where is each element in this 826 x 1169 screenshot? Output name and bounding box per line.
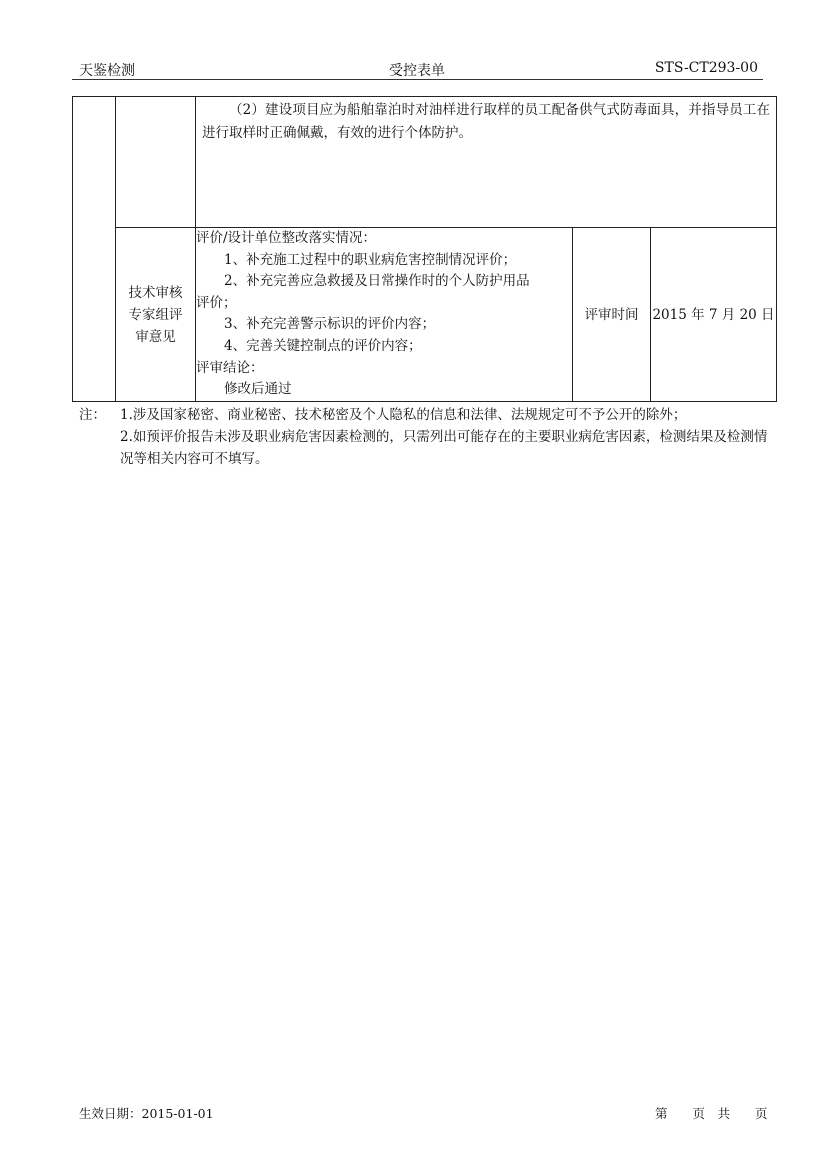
rectification-item: 评价； bbox=[196, 294, 237, 311]
table-row bbox=[73, 97, 777, 228]
table-row bbox=[73, 228, 777, 402]
measure-cell bbox=[196, 97, 777, 228]
rectification-title: 评价/设计单位整改落实情况： bbox=[196, 230, 377, 246]
sub-category-cell bbox=[116, 97, 196, 228]
review-table bbox=[72, 96, 777, 402]
footer-effective-date: 生效日期：2015-01-01 bbox=[79, 1106, 214, 1121]
notes bbox=[79, 404, 779, 470]
footer-page-number: 第 页 共 页 bbox=[655, 1106, 768, 1121]
review-time-label: 评审时间 bbox=[584, 306, 639, 323]
review-date-cell bbox=[651, 228, 777, 402]
notes-label: 注： bbox=[79, 407, 106, 423]
header-rule bbox=[72, 79, 763, 80]
rectification-cell bbox=[196, 228, 573, 402]
note-2: 2.如预评价报告未涉及职业病危害因素检测的，只需列出可能存在的主要职业病危害因素，检测结果及检测情况等相关内容可不填写。 bbox=[120, 429, 768, 467]
review-label-cell bbox=[116, 228, 196, 402]
header-doc-code: STS-CT293-00 bbox=[654, 60, 758, 76]
rectification-item: 2、补充完善应急救援及日常操作时的个人防护用品 bbox=[224, 273, 530, 290]
conclusion-value: 修改后通过 bbox=[224, 381, 292, 398]
review-time-label-cell bbox=[573, 228, 651, 402]
measure-item-2: （2）建设项目应为船舶靠泊时对油样进行取样的员工配备供气式防毒面具，并指导员工在进行取样时正确佩戴，有效的进行个体防护。 bbox=[202, 102, 771, 141]
review-date: 2015 年 7 月 20 日 bbox=[652, 306, 775, 323]
rectification-item: 4、完善关键控制点的评价内容； bbox=[224, 337, 422, 354]
rectification-item: 3、补充完善警示标识的评价内容； bbox=[224, 316, 436, 333]
rectification-item: 1、补充施工过程中的职业病危害控制情况评价； bbox=[224, 251, 517, 268]
note-1: 1.涉及国家秘密、商业秘密、技术秘密及个人隐私的信息和法律、法规规定可不予公开的除外； bbox=[120, 407, 687, 423]
header-company: 天鉴检测 bbox=[79, 63, 135, 79]
outer-category-cell bbox=[73, 97, 116, 402]
conclusion-label: 评审结论： bbox=[196, 359, 264, 376]
header-doc-type: 受控表单 bbox=[389, 63, 445, 79]
review-label: 技术审核专家组评审意见 bbox=[128, 284, 183, 345]
